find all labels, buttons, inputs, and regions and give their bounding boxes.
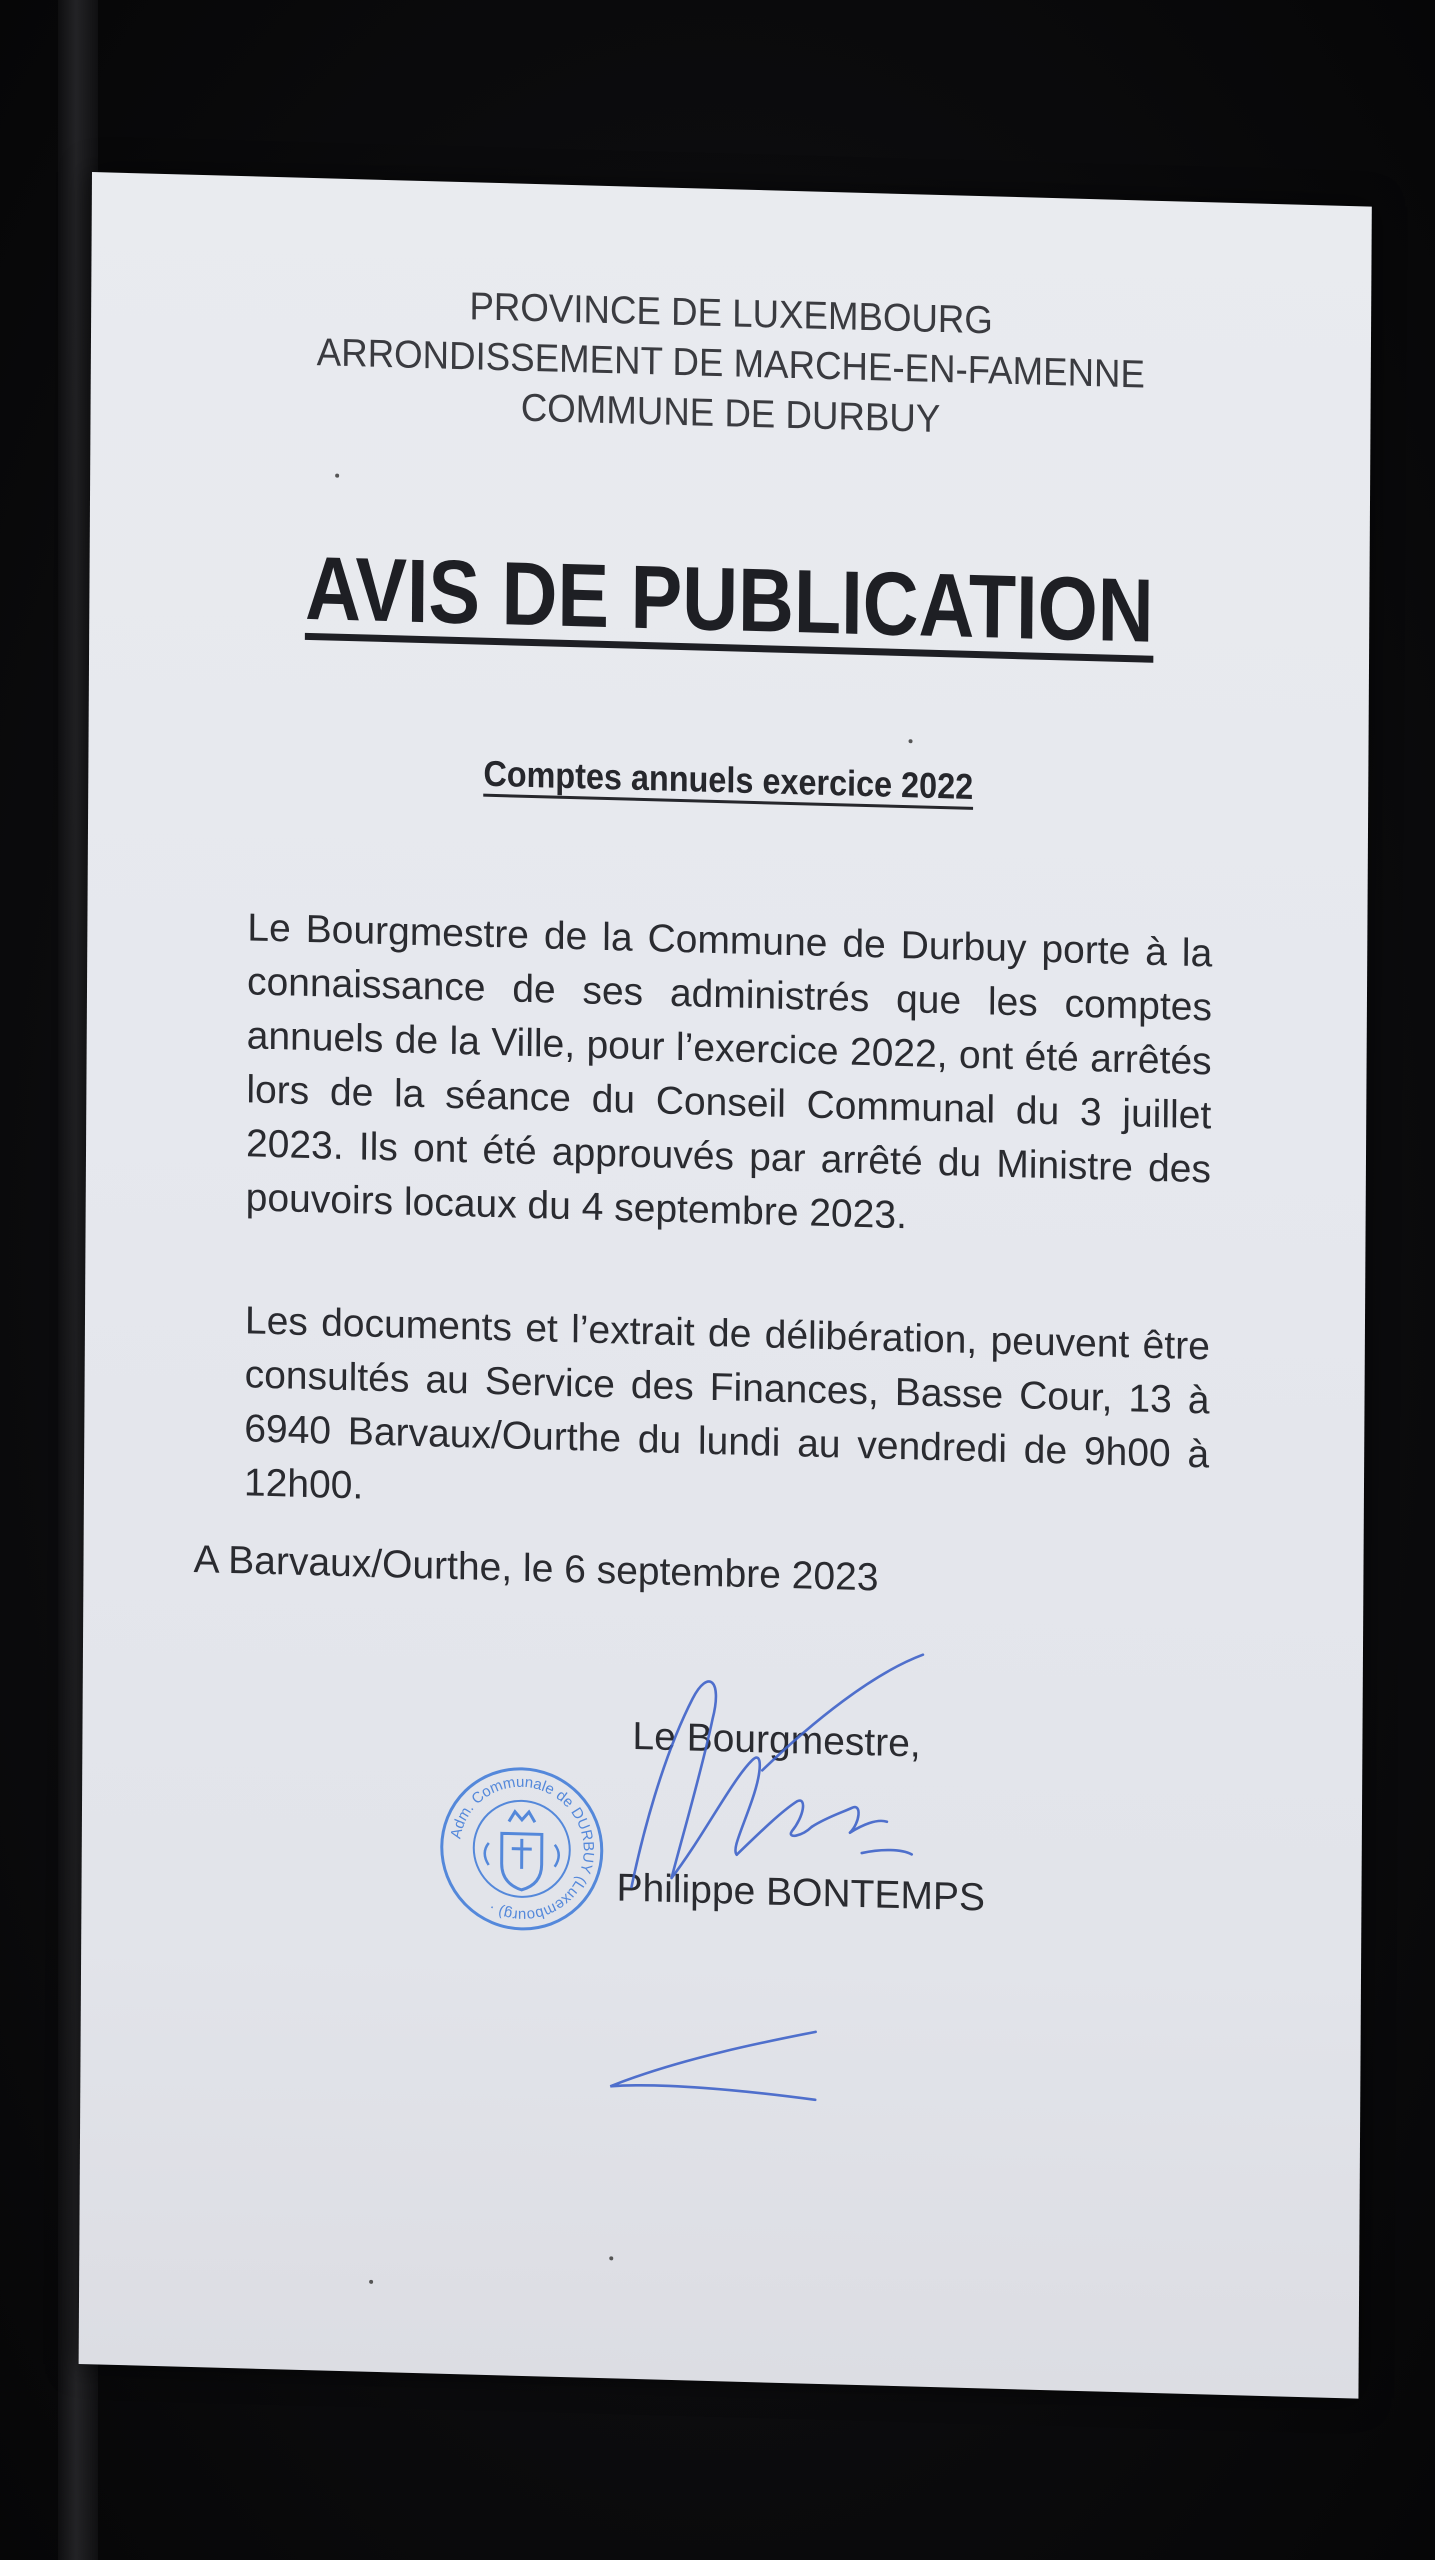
place-date-line: A Barvaux/Ourthe, le 6 septembre 2023 bbox=[193, 1537, 879, 1600]
notice-title: AVIS DE PUBLICATION bbox=[304, 538, 1154, 662]
svg-text:Adm. Communale de DURBUY (Luxe: Adm. Communale de DURBUY (Luxembourg) · bbox=[447, 1773, 597, 1924]
municipal-seal-stamp bbox=[436, 1762, 607, 1937]
header-province: PROVINCE DE LUXEMBOURG bbox=[469, 285, 993, 343]
body-paragraph-2: Les documents et l’extrait de délibération, peuvent être consultés au Service des Finances, Basse Cour, 13 à 6940 Barvaux/Ourthe du lundi au vendredi de 9h00 à 12h00. bbox=[243, 1299, 1210, 1508]
handwritten-paraph bbox=[600, 2016, 831, 2112]
header-commune: COMMUNE DE DURBUY bbox=[520, 386, 941, 441]
notice-subtitle: Comptes annuels exercice 2022 bbox=[483, 752, 974, 807]
authority-header bbox=[129, 273, 1333, 456]
header-arrondissement: ARRONDISSEMENT DE MARCHE-EN-FAMENNE bbox=[316, 331, 1146, 397]
notice-document bbox=[79, 172, 1372, 2399]
body-paragraph-1: Le Bourgmestre de la Commune de Durbuy porte à la connaissance de ses administrés que les comptes annuels de la Ville, pour l’exercice 2022, ont été arrêtés lors de la séance du Conseil Communal du 3 juillet 2023. Ils ont été approuvés par arrêté du Ministre des pouvoirs locaux du 4 septembre 2023. bbox=[245, 906, 1213, 1238]
display-screen bbox=[79, 172, 1372, 2399]
handwritten-signature bbox=[611, 1636, 943, 1965]
signatory-name: Philippe BONTEMPS bbox=[616, 1866, 986, 1920]
signatory-role: Le Bourgmestre, bbox=[632, 1714, 921, 1766]
screen-dust bbox=[92, 172, 1372, 207]
